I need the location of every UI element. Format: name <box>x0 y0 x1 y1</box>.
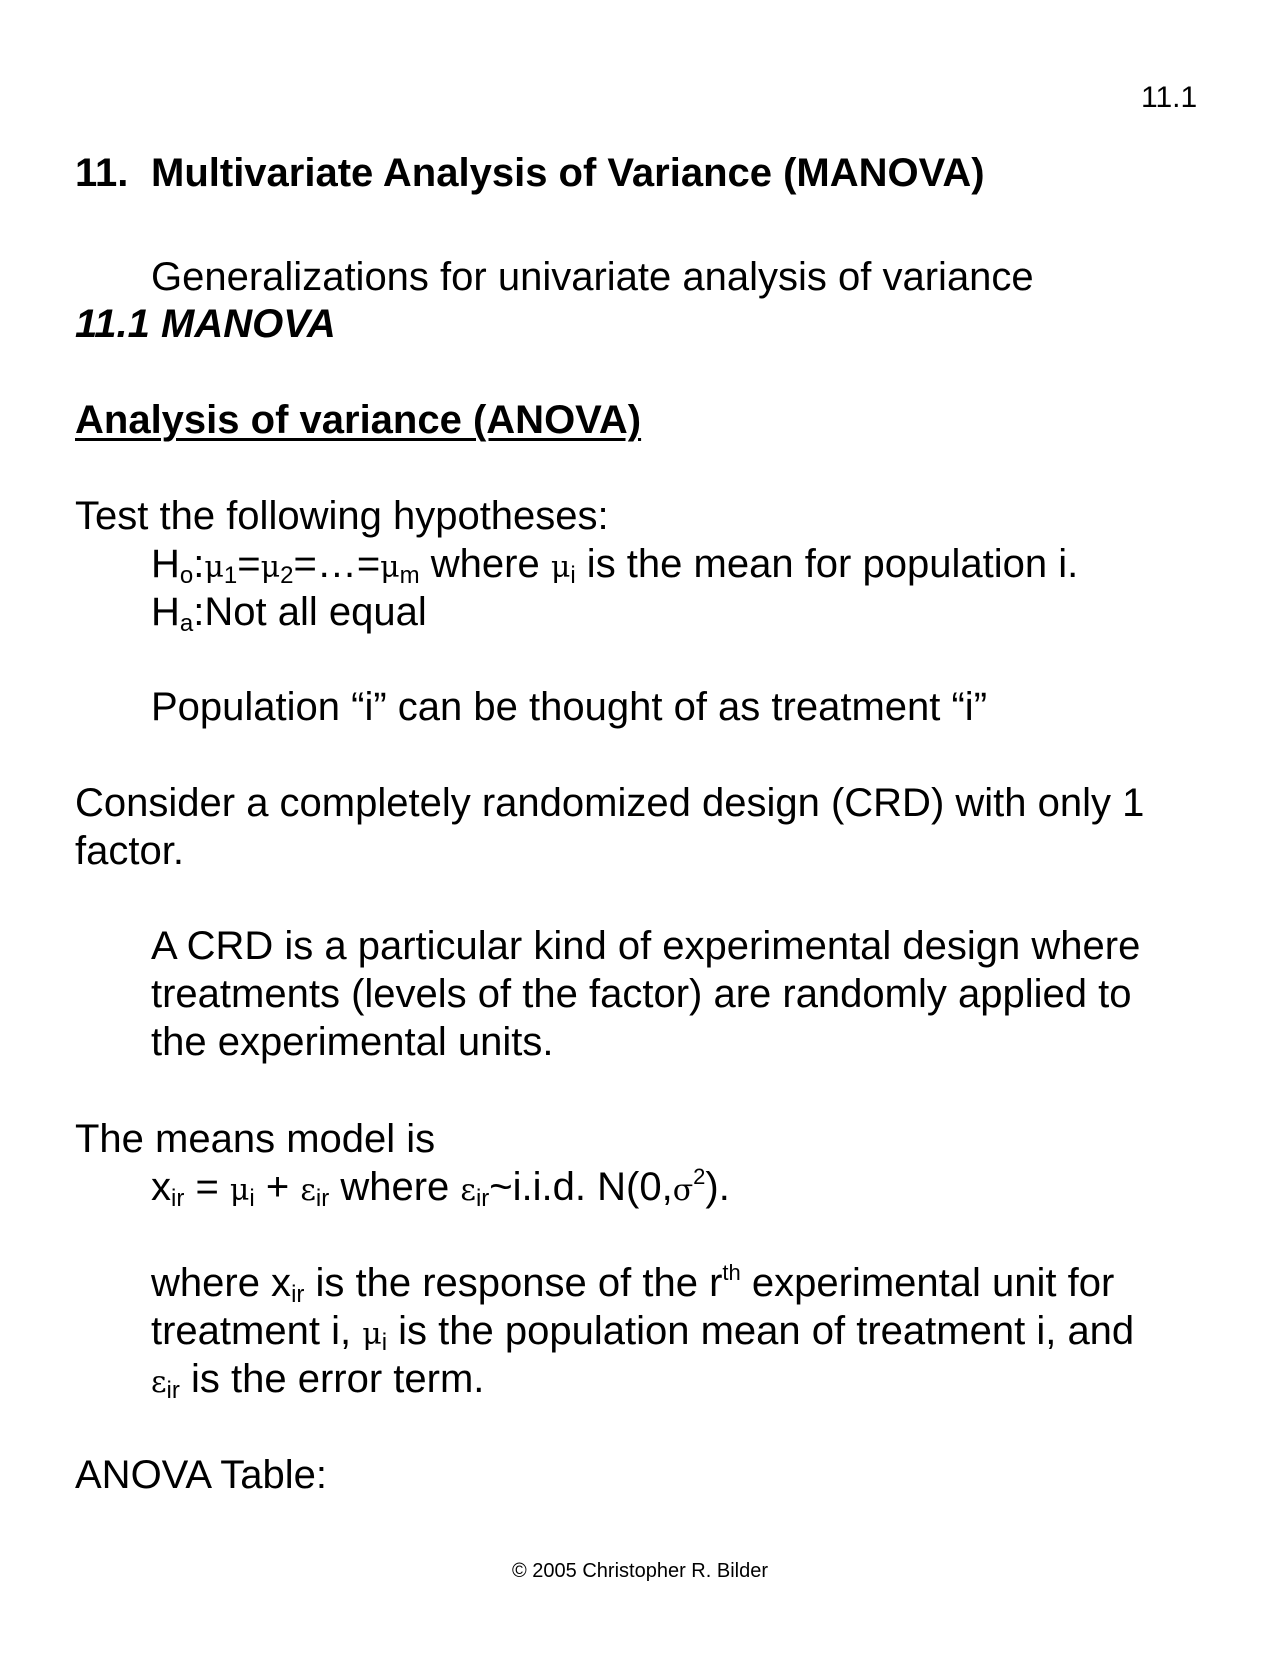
means-model-equation: $x_{ir} = \mu_i + \varepsilon_{ir}$ where $\varepsilon_{ir}\sim i.i.d$. $N(0,\sigma^2)$. <box>151 1164 730 1212</box>
page-number: 11.1 <box>1141 81 1198 114</box>
where-line-2: treatment i, $\mu_i$ is the population mean of treatment i, and <box>151 1309 1135 1356</box>
crd-line-1: Consider a completely randomized design (CRD) with only 1 <box>75 781 1145 825</box>
where-line-3: $\varepsilon_{ir}$ is the error term. <box>151 1357 485 1404</box>
means-model-intro: The means model is <box>75 1117 436 1161</box>
test-intro: Test the following hypotheses: <box>75 494 609 538</box>
chapter-number: 11. <box>75 151 129 195</box>
copyright-footer: © 2005 Christopher R. Bilder <box>512 1560 768 1582</box>
crd-definition-line-3: the experimental units. <box>151 1020 554 1064</box>
anova-table-label: ANOVA Table: <box>75 1453 327 1497</box>
crd-line-2: factor. <box>75 829 184 873</box>
subsection-title: Analysis of variance (ANOVA) <box>75 398 642 442</box>
crd-definition-line-2: treatments (levels of the factor) are randomly applied to <box>151 972 1132 1016</box>
chapter-heading <box>75 149 985 197</box>
section-title: 11.1 MANOVA <box>75 302 336 346</box>
null-hypothesis: $H_o:\mu_1=\mu_2=\dots=\mu_m$ where $\mu_i$ is the mean for population i. <box>151 542 1079 589</box>
chapter-title: Multivariate Analysis of Variance (MANOVA) <box>151 151 985 195</box>
crd-definition-line-1: A CRD is a particular kind of experimental design where <box>151 924 1141 968</box>
population-note: Population “i” can be thought of as treatment “i” <box>151 685 988 729</box>
where-line-1: where $x_{ir}$ is the response of the $r^{th}$ experimental unit for <box>151 1260 1115 1308</box>
alternative-hypothesis: $H_a:Not$ all equal <box>151 590 427 637</box>
intro-text: Generalizations for univariate analysis of variance <box>151 255 1034 299</box>
